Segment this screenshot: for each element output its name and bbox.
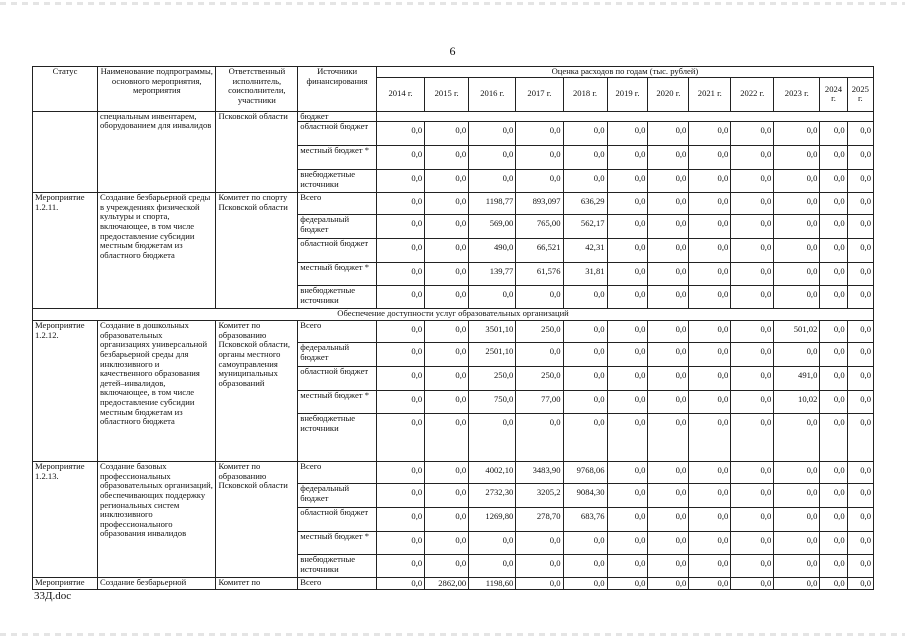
value-cell: 9768,06 — [563, 462, 607, 484]
value-cell: 0,0 — [847, 578, 873, 590]
value-cell: 0,0 — [648, 414, 689, 462]
value-cell: 0,0 — [820, 286, 847, 309]
value-cell: 0,0 — [689, 122, 731, 146]
header-year: 2022 г. — [731, 77, 774, 111]
value-cell: 0,0 — [689, 508, 731, 532]
value-cell: 0,0 — [731, 263, 774, 286]
source-cell: внебюджетные источники — [298, 414, 377, 462]
value-cell: 0,0 — [820, 462, 847, 484]
value-cell: 0,0 — [516, 286, 563, 309]
value-cell: 0,0 — [376, 193, 424, 215]
value-cell: 0,0 — [425, 263, 469, 286]
value-cell: 0,0 — [774, 343, 820, 367]
table-header — [33, 67, 874, 112]
source-cell: областной бюджет — [298, 367, 377, 391]
value-cell: 0,0 — [847, 239, 873, 263]
value-cell: 0,0 — [469, 122, 516, 146]
value-cell: 0,0 — [774, 532, 820, 555]
value-cell: 569,00 — [469, 215, 516, 239]
source-cell: областной бюджет — [298, 508, 377, 532]
value-cell: 0,0 — [607, 146, 648, 170]
value-cell: 0,0 — [731, 146, 774, 170]
value-cell: 31,81 — [563, 263, 607, 286]
responsible-cell: Комитет по образованию Псковской области — [216, 462, 298, 578]
source-cell: Всего — [298, 578, 377, 590]
header-year: 2019 г. — [607, 77, 648, 111]
source-cell: Всего — [298, 321, 377, 343]
value-cell: 0,0 — [774, 193, 820, 215]
value-cell: 0,0 — [425, 170, 469, 193]
value-cell: 0,0 — [563, 414, 607, 462]
value-cell: 0,0 — [774, 170, 820, 193]
value-cell: 0,0 — [607, 321, 648, 343]
value-cell: 0,0 — [376, 146, 424, 170]
value-cell: 0,0 — [820, 321, 847, 343]
value-cell: 0,0 — [648, 170, 689, 193]
value-cell: 0,0 — [563, 321, 607, 343]
value-cell: 0,0 — [820, 578, 847, 590]
value-cell: 0,0 — [648, 286, 689, 309]
value-cell: 0,0 — [731, 462, 774, 484]
value-cell: 0,0 — [648, 146, 689, 170]
value-cell: 0,0 — [376, 286, 424, 309]
value-cell: 0,0 — [689, 263, 731, 286]
value-cell: 42,31 — [563, 239, 607, 263]
value-cell: 0,0 — [516, 146, 563, 170]
value-cell: 0,0 — [820, 532, 847, 555]
value-cell: 0,0 — [820, 239, 847, 263]
value-cell: 0,0 — [847, 146, 873, 170]
value-cell: 9084,30 — [563, 484, 607, 508]
value-cell: 0,0 — [425, 367, 469, 391]
table-row — [33, 578, 874, 590]
value-cell: 0,0 — [820, 193, 847, 215]
header-year: 2021 г. — [689, 77, 731, 111]
value-cell: 66,521 — [516, 239, 563, 263]
value-cell: 250,0 — [469, 367, 516, 391]
source-cell: федеральный бюджет — [298, 343, 377, 367]
value-cell: 0,0 — [847, 321, 873, 343]
responsible-cell: Комитет по образованию Псковской области, органы местного самоуправления муниципальных образований — [216, 321, 298, 462]
value-cell: 0,0 — [425, 321, 469, 343]
value-cell: 0,0 — [689, 286, 731, 309]
value-cell: 0,0 — [563, 367, 607, 391]
value-cell: 0,0 — [376, 321, 424, 343]
value-cell: 0,0 — [516, 532, 563, 555]
header-status: Статус — [33, 67, 98, 112]
source-cell: федеральный бюджет — [298, 215, 377, 239]
value-cell: 0,0 — [648, 122, 689, 146]
value-cell: 0,0 — [425, 555, 469, 578]
value-cell: 0,0 — [376, 263, 424, 286]
event-name-cell: специальным инвентарем, оборудованием для инвалидов — [98, 111, 216, 193]
value-cell: 0,0 — [820, 343, 847, 367]
value-cell: 0,0 — [731, 555, 774, 578]
expense-table — [32, 66, 874, 590]
value-cell: 0,0 — [648, 193, 689, 215]
header-year: 2015 г. — [425, 77, 469, 111]
value-cell: 0,0 — [847, 484, 873, 508]
header-name: Наименование подпрограммы, основного мероприятия, мероприятия — [98, 67, 216, 112]
value-cell: 2732,30 — [469, 484, 516, 508]
value-cell: 77,00 — [516, 391, 563, 414]
value-cell: 10,02 — [774, 391, 820, 414]
value-cell: 0,0 — [774, 414, 820, 462]
value-cell: 0,0 — [563, 343, 607, 367]
value-cell: 0,0 — [607, 508, 648, 532]
value-cell: 0,0 — [376, 367, 424, 391]
value-cell: 0,0 — [731, 170, 774, 193]
value-cell: 0,0 — [847, 263, 873, 286]
value-cell: 0,0 — [648, 343, 689, 367]
value-cell: 0,0 — [820, 122, 847, 146]
value-cell: 0,0 — [563, 170, 607, 193]
value-cell: 0,0 — [648, 239, 689, 263]
value-cell: 0,0 — [469, 532, 516, 555]
header-year: 2025 г. — [847, 77, 873, 111]
value-cell: 0,0 — [820, 263, 847, 286]
value-cell: 0,0 — [607, 239, 648, 263]
status-cell — [33, 111, 98, 193]
value-cell: 0,0 — [847, 215, 873, 239]
value-cell: 0,0 — [648, 391, 689, 414]
section-header: Обеспечение доступности услуг образовательных организаций — [33, 309, 874, 321]
value-cell: 490,0 — [469, 239, 516, 263]
value-cell: 278,70 — [516, 508, 563, 532]
value-cell: 0,0 — [516, 343, 563, 367]
header-estimate: Оценка расходов по годам (тыс. рублей) — [376, 67, 873, 78]
value-cell: 0,0 — [820, 215, 847, 239]
value-cell: 0,0 — [689, 555, 731, 578]
value-cell: 0,0 — [469, 146, 516, 170]
value-cell: 0,0 — [774, 484, 820, 508]
value-cell: 0,0 — [563, 555, 607, 578]
value-cell: 0,0 — [648, 532, 689, 555]
value-cell: 0,0 — [563, 578, 607, 590]
source-cell: внебюджетные источники — [298, 286, 377, 309]
responsible-cell: Комитет по — [216, 578, 298, 590]
value-cell: 0,0 — [425, 414, 469, 462]
value-cell: 0,0 — [607, 122, 648, 146]
value-cell: 1198,60 — [469, 578, 516, 590]
value-cell: 0,0 — [689, 462, 731, 484]
value-cell: 0,0 — [648, 462, 689, 484]
value-cell: 0,0 — [774, 215, 820, 239]
value-cell: 0,0 — [425, 391, 469, 414]
status-cell: Мероприятие 1.2.11. — [33, 193, 98, 309]
header-year: 2020 г. — [648, 77, 689, 111]
value-cell: 0,0 — [563, 122, 607, 146]
table-row — [33, 111, 874, 122]
value-cell: 0,0 — [425, 508, 469, 532]
value-cell: 0,0 — [689, 193, 731, 215]
value-cell: 139,77 — [469, 263, 516, 286]
value-cell: 0,0 — [563, 146, 607, 170]
source-cell: Всего — [298, 462, 377, 484]
value-cell: 683,76 — [563, 508, 607, 532]
value-cell: 0,0 — [847, 555, 873, 578]
value-cell: 0,0 — [731, 367, 774, 391]
value-cell: 0,0 — [820, 414, 847, 462]
header-sources: Источники финансирования — [298, 67, 377, 112]
value-cell: 0,0 — [607, 391, 648, 414]
value-cell: 0,0 — [774, 555, 820, 578]
scan-edge-bottom — [0, 633, 905, 636]
value-cell: 0,0 — [425, 193, 469, 215]
value-cell: 0,0 — [731, 286, 774, 309]
value-cell: 0,0 — [689, 414, 731, 462]
table-row — [33, 193, 874, 215]
value-cell: 0,0 — [425, 122, 469, 146]
value-cell: 0,0 — [731, 193, 774, 215]
value-cell: 0,0 — [689, 321, 731, 343]
value-cell: 0,0 — [774, 263, 820, 286]
source-cell: областной бюджет — [298, 239, 377, 263]
value-cell: 0,0 — [847, 532, 873, 555]
header-year: 2017 г. — [516, 77, 563, 111]
value-cell: 0,0 — [731, 215, 774, 239]
value-cell: 0,0 — [607, 532, 648, 555]
value-cell: 0,0 — [376, 414, 424, 462]
value-cell: 4002,10 — [469, 462, 516, 484]
value-cell: 0,0 — [607, 215, 648, 239]
value-cell: 0,0 — [648, 367, 689, 391]
value-cell: 0,0 — [731, 391, 774, 414]
value-cell: 0,0 — [425, 239, 469, 263]
value-cell: 0,0 — [516, 555, 563, 578]
value-cell: 0,0 — [774, 146, 820, 170]
value-cell: 0,0 — [607, 286, 648, 309]
value-cell: 0,0 — [648, 555, 689, 578]
value-cell: 0,0 — [689, 532, 731, 555]
value-cell: 0,0 — [820, 484, 847, 508]
value-cell: 61,576 — [516, 263, 563, 286]
value-cell: 0,0 — [731, 239, 774, 263]
value-cell: 0,0 — [376, 508, 424, 532]
value-cell: 0,0 — [648, 215, 689, 239]
source-cell: внебюджетные источники — [298, 170, 377, 193]
value-cell: 0,0 — [469, 170, 516, 193]
value-cell: 0,0 — [689, 170, 731, 193]
table-row — [33, 462, 874, 484]
value-cell: 491,0 — [774, 367, 820, 391]
value-cell: 0,0 — [516, 122, 563, 146]
header-year: 2016 г. — [469, 77, 516, 111]
value-cell: 0,0 — [847, 286, 873, 309]
section-row — [33, 309, 874, 321]
status-cell: Мероприятие — [33, 578, 98, 590]
value-cell: 0,0 — [847, 391, 873, 414]
source-cell: внебюджетные источники — [298, 555, 377, 578]
value-cell: 0,0 — [607, 193, 648, 215]
value-cell: 0,0 — [607, 484, 648, 508]
value-cell: 3205,2 — [516, 484, 563, 508]
header-responsible: Ответственный исполнитель, соисполнители, участники — [216, 67, 298, 112]
value-cell: 0,0 — [820, 146, 847, 170]
value-cell: 0,0 — [847, 170, 873, 193]
header-year: 2018 г. — [563, 77, 607, 111]
value-cell: 0,0 — [425, 532, 469, 555]
value-cell: 0,0 — [731, 508, 774, 532]
value-cell: 562,17 — [563, 215, 607, 239]
value-cell: 0,0 — [820, 391, 847, 414]
value-cell: 0,0 — [847, 508, 873, 532]
value-cell: 0,0 — [469, 414, 516, 462]
value-cell: 0,0 — [607, 578, 648, 590]
value-cell: 0,0 — [847, 367, 873, 391]
document-footer: 33Д.doc — [34, 590, 72, 602]
value-cell: 0,0 — [689, 239, 731, 263]
source-cell: бюджет — [298, 111, 377, 122]
value-cell: 0,0 — [376, 343, 424, 367]
value-cell: 0,0 — [425, 215, 469, 239]
value-cell: 0,0 — [847, 462, 873, 484]
value-cell — [376, 111, 873, 122]
value-cell: 0,0 — [516, 414, 563, 462]
source-cell: областной бюджет — [298, 122, 377, 146]
value-cell: 0,0 — [820, 508, 847, 532]
status-cell: Мероприятие 1.2.13. — [33, 462, 98, 578]
table-row — [33, 321, 874, 343]
value-cell: 750,0 — [469, 391, 516, 414]
value-cell: 0,0 — [847, 343, 873, 367]
value-cell: 0,0 — [689, 215, 731, 239]
value-cell: 0,0 — [731, 484, 774, 508]
value-cell: 2501,10 — [469, 343, 516, 367]
source-cell: местный бюджет * — [298, 263, 377, 286]
value-cell: 0,0 — [376, 239, 424, 263]
value-cell: 0,0 — [731, 321, 774, 343]
value-cell: 0,0 — [774, 508, 820, 532]
value-cell: 893,097 — [516, 193, 563, 215]
value-cell: 0,0 — [774, 239, 820, 263]
value-cell: 0,0 — [376, 170, 424, 193]
event-name-cell: Создание безбарьерной среды в учреждениях физической культуры и спорта, включающее, в том числе предоставление субсидии местным бюджетам из областного бюджета — [98, 193, 216, 309]
value-cell: 0,0 — [425, 146, 469, 170]
value-cell: 3483,90 — [516, 462, 563, 484]
value-cell: 0,0 — [648, 321, 689, 343]
value-cell: 0,0 — [689, 367, 731, 391]
value-cell: 3501,10 — [469, 321, 516, 343]
value-cell: 0,0 — [689, 578, 731, 590]
responsible-cell: Комитет по спорту Псковской области — [216, 193, 298, 309]
value-cell: 0,0 — [648, 484, 689, 508]
value-cell: 501,02 — [774, 321, 820, 343]
value-cell: 0,0 — [607, 343, 648, 367]
value-cell: 250,0 — [516, 367, 563, 391]
value-cell: 0,0 — [689, 391, 731, 414]
value-cell: 0,0 — [376, 578, 424, 590]
value-cell: 0,0 — [376, 555, 424, 578]
value-cell: 0,0 — [689, 343, 731, 367]
value-cell: 0,0 — [425, 286, 469, 309]
value-cell: 0,0 — [469, 286, 516, 309]
value-cell: 2862,00 — [425, 578, 469, 590]
page-number: 6 — [449, 44, 456, 58]
event-name-cell: Создание безбарьерной — [98, 578, 216, 590]
value-cell: 1198,77 — [469, 193, 516, 215]
value-cell: 0,0 — [774, 578, 820, 590]
value-cell: 0,0 — [607, 367, 648, 391]
value-cell: 0,0 — [425, 484, 469, 508]
value-cell: 0,0 — [648, 508, 689, 532]
source-cell: федеральный бюджет — [298, 484, 377, 508]
value-cell: 0,0 — [376, 122, 424, 146]
value-cell: 0,0 — [516, 578, 563, 590]
value-cell: 765,00 — [516, 215, 563, 239]
header-year: 2014 г. — [376, 77, 424, 111]
value-cell: 0,0 — [731, 414, 774, 462]
value-cell: 0,0 — [689, 146, 731, 170]
header-year: 2024 г. — [820, 77, 847, 111]
event-name-cell: Создание в дошкольных образовательных организациях универсальной безбарьерной среды для инклюзивного и качественного образования детей–инвалидов, включающее, в том числе предоставление субсидии местным бюджетам из областного бюджета — [98, 321, 216, 462]
responsible-cell: Псковской области — [216, 111, 298, 193]
source-cell: местный бюджет * — [298, 391, 377, 414]
value-cell: 0,0 — [607, 414, 648, 462]
value-cell: 0,0 — [731, 122, 774, 146]
value-cell: 0,0 — [376, 391, 424, 414]
value-cell: 0,0 — [607, 263, 648, 286]
status-cell: Мероприятие 1.2.12. — [33, 321, 98, 462]
value-cell: 0,0 — [376, 532, 424, 555]
source-cell: местный бюджет * — [298, 532, 377, 555]
scan-edge-top — [0, 2, 905, 5]
value-cell: 0,0 — [425, 343, 469, 367]
value-cell: 0,0 — [820, 555, 847, 578]
value-cell: 0,0 — [847, 193, 873, 215]
value-cell: 0,0 — [376, 462, 424, 484]
value-cell: 1269,80 — [469, 508, 516, 532]
value-cell: 0,0 — [607, 462, 648, 484]
value-cell: 0,0 — [516, 170, 563, 193]
source-cell: местный бюджет * — [298, 146, 377, 170]
value-cell: 0,0 — [563, 286, 607, 309]
header-year: 2023 г. — [774, 77, 820, 111]
value-cell: 0,0 — [847, 414, 873, 462]
value-cell: 0,0 — [425, 462, 469, 484]
value-cell: 0,0 — [731, 578, 774, 590]
value-cell: 0,0 — [847, 122, 873, 146]
value-cell: 0,0 — [820, 367, 847, 391]
value-cell: 0,0 — [376, 215, 424, 239]
value-cell: 0,0 — [563, 391, 607, 414]
value-cell: 636,29 — [563, 193, 607, 215]
source-cell: Всего — [298, 193, 377, 215]
value-cell: 0,0 — [607, 555, 648, 578]
value-cell: 0,0 — [774, 462, 820, 484]
value-cell: 0,0 — [648, 263, 689, 286]
value-cell: 0,0 — [731, 343, 774, 367]
value-cell: 0,0 — [820, 170, 847, 193]
value-cell: 0,0 — [376, 484, 424, 508]
value-cell: 0,0 — [648, 578, 689, 590]
event-name-cell: Создание базовых профессиональных образовательных организаций, обеспечивающих поддержку региональных систем инклюзивного профессионального образования инвалидов — [98, 462, 216, 578]
value-cell: 0,0 — [607, 170, 648, 193]
value-cell: 0,0 — [774, 286, 820, 309]
value-cell: 0,0 — [731, 532, 774, 555]
value-cell: 0,0 — [689, 484, 731, 508]
value-cell: 0,0 — [469, 555, 516, 578]
value-cell: 0,0 — [563, 532, 607, 555]
value-cell: 250,0 — [516, 321, 563, 343]
value-cell: 0,0 — [774, 122, 820, 146]
